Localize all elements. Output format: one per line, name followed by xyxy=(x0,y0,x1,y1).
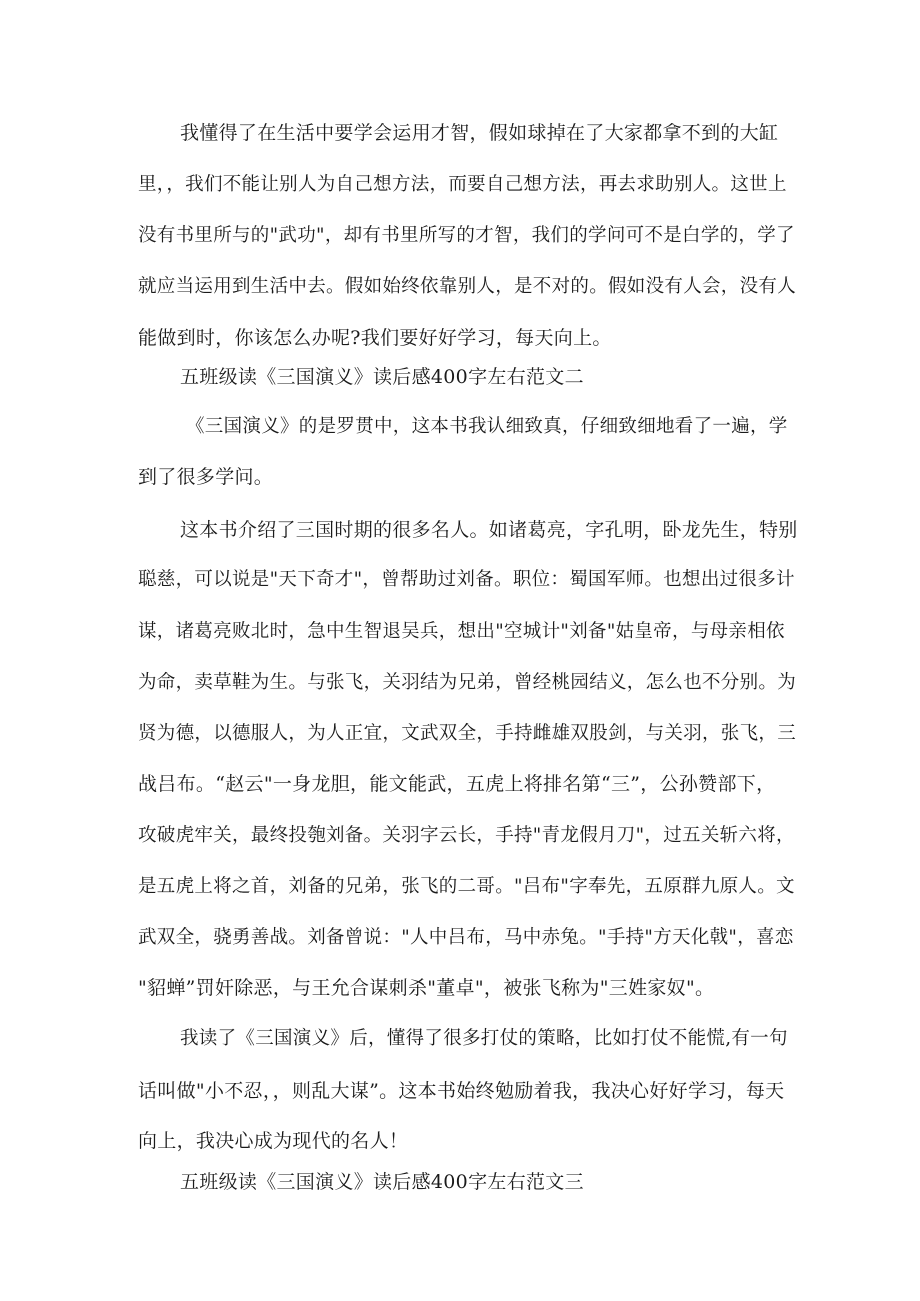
paragraph-line: 我懂得了在生活中要学会运用才智，假如球掉在了大家都拿不到的大缸 xyxy=(180,122,779,144)
paragraph-line: 到了很多学问。 xyxy=(138,466,274,488)
paragraph-line: 谋，诸葛亮败北时，急中生智退吴兵，想出"空城计"刘备"姑皇帝，与母亲相依 xyxy=(138,621,785,642)
paragraph-line: 我读了《三国演义》后，懂得了很多打仗的策略，比如打仗不能慌,有一句 xyxy=(180,1028,788,1049)
paragraph-line: 战吕布。“赵云"一身龙胆，能文能武，五虎上将排名第“三”，公孙赞部下， xyxy=(138,773,776,795)
paragraph-line: 向上，我决心成为现代的名人！ xyxy=(138,1130,409,1152)
paragraph-line: 贤为德，以德服人，为人正宜，文武双全，手持雌雄双股剑，与关羽，张飞，三 xyxy=(138,723,797,744)
section-heading: 五班级读《三国演义》读后感400字左右范文二 xyxy=(180,366,584,388)
paragraph-line: 《三国演义》的是罗贯中，这本书我认细致真，仔细致细地看了一遍，学 xyxy=(186,416,788,437)
paragraph-line: 武双全，骁勇善战。刘备曾说："人中吕布，马中赤兔。"手持"方天化戟"，喜恋 xyxy=(138,927,794,948)
paragraph-line: 聪慈，可以说是"天下奇才"，曾帮助过刘备。职位：蜀国军师。也想出过很多计 xyxy=(138,569,795,590)
paragraph-line: 没有书里所与的"武功"，却有书里所写的才智，我们的学问可不是白学的，学了 xyxy=(138,225,795,246)
paragraph-line: 为命，卖草鞋为生。与张飞，关羽结为兄弟，曾经桃园结义，怎么也不分别。为 xyxy=(138,672,797,693)
paragraph-line: 话叫做"小不忍，，则乱大谋”。这本书始终勉励着我，我决心好好学习，每天 xyxy=(138,1080,785,1102)
paragraph-line: 这本书介绍了三国时期的很多名人。如诸葛亮，字孔明，卧龙先生，特别 xyxy=(180,519,798,541)
paragraph-line: 就应当运用到生活中去。假如始终依靠别人，是不对的。假如没有人会，没有人 xyxy=(138,276,797,297)
paragraph-line: 是五虎上将之首，刘备的兄弟，张飞的二哥。"吕布"字奉先，五原群九原人。文 xyxy=(138,876,795,897)
paragraph-line: "貂蝉”罚奸除恶，与王允合谋刺杀"董卓"，被张飞称为"三姓家奴"。 xyxy=(138,977,715,999)
paragraph-line: 里，，我们不能让别人为自己想方法，而要自己想方法，再去求助别人。这世上 xyxy=(138,174,787,195)
section-heading: 五班级读《三国演义》读后感400字左右范文三 xyxy=(180,1171,584,1193)
paragraph-line: 攻破虎牢关，最终投匏刘备。关羽字云长，手持"青龙假月刀"，过五关斩六将， xyxy=(138,825,795,846)
paragraph-line: 能做到时，你该怎么办呢?我们要好好学习，每天向上。 xyxy=(138,327,612,349)
